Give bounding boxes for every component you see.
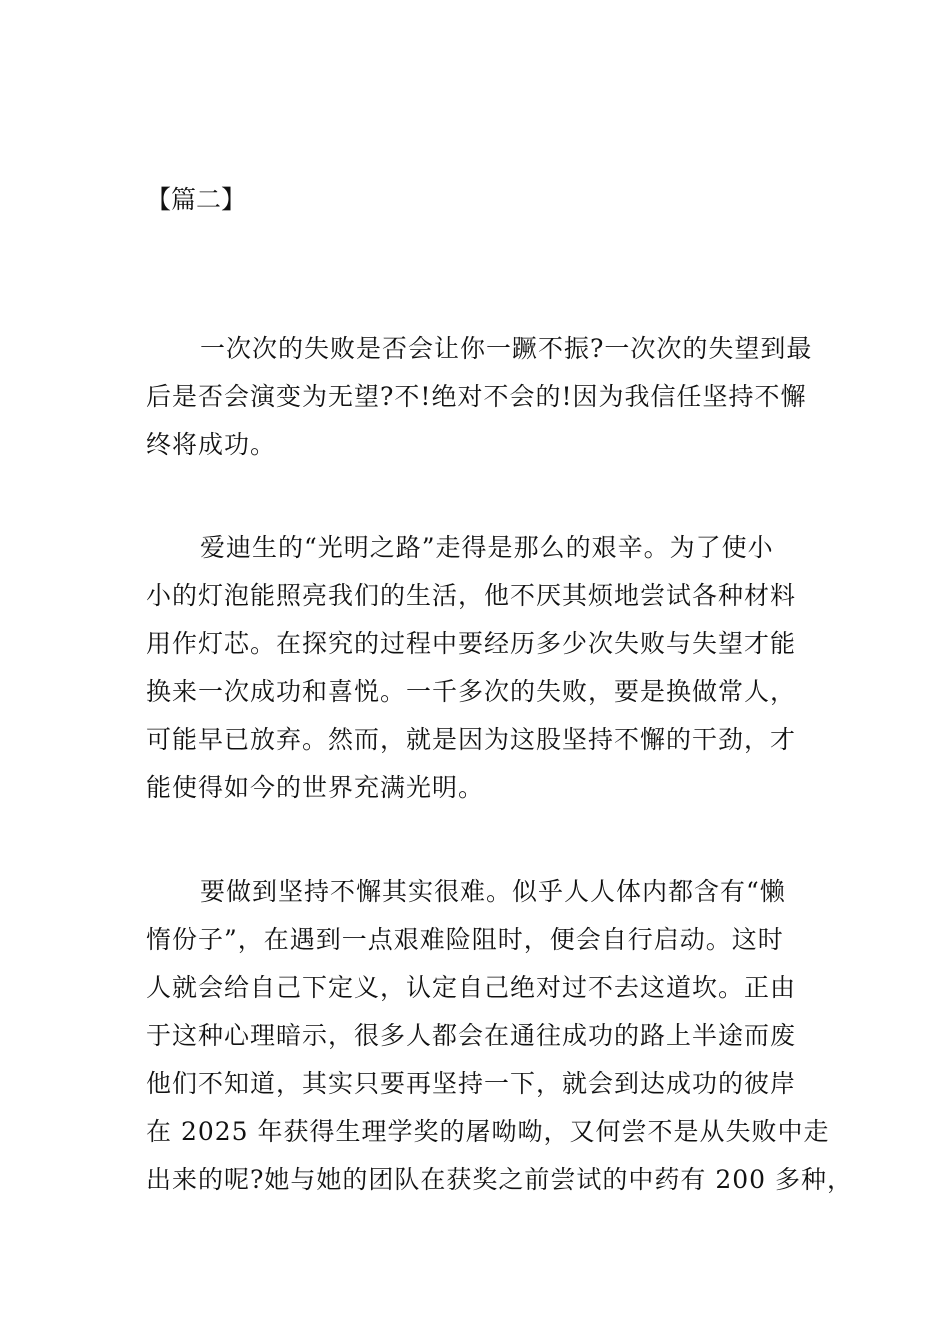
paragraph-line: 在 2025 年获得生理学奖的屠呦呦，又何尝不是从失败中走 <box>146 1117 830 1146</box>
paragraph-line: 要做到坚持不懈其实很难。似乎人人体内都含有“懒 <box>200 877 786 906</box>
paragraph-line: 能使得如今的世界充满光明。 <box>146 773 485 802</box>
paragraph-2 <box>146 524 826 812</box>
paragraph-line: 一次次的失败是否会让你一蹶不振?一次次的失望到最 <box>200 334 813 363</box>
paragraph-line: 他们不知道，其实只要再坚持一下，就会到达成功的彼岸 <box>146 1069 797 1098</box>
paragraph-line: 爱迪生的“光明之路”走得是那么的艰辛。为了使小 <box>200 533 774 562</box>
paragraph-line: 出来的呢?她与她的团队在获奖之前尝试的中药有 200 多种， <box>146 1165 854 1194</box>
paragraph-line: 用作灯芯。在探究的过程中要经历多少次失败与失望才能 <box>146 629 797 658</box>
paragraph-line: 换来一次成功和喜悦。一千多次的失败，要是换做常人， <box>146 677 797 706</box>
paragraph-3 <box>146 868 854 1204</box>
paragraph-line: 后是否会演变为无望?不!绝对不会的!因为我信任坚持不懈 <box>146 382 807 411</box>
paragraph-line: 小的灯泡能照亮我们的生活，他不厌其烦地尝试各种材料 <box>146 581 797 610</box>
paragraph-line: 于这种心理暗示，很多人都会在通往成功的路上半途而废 <box>146 1021 797 1050</box>
paragraph-line: 可能早已放弃。然而，就是因为这股坚持不懈的干劲，才 <box>146 725 797 754</box>
paragraph-1 <box>146 325 826 469</box>
section-title: 【篇二】 <box>146 185 247 214</box>
paragraph-line: 人就会给自己下定义，认定自己绝对过不去这道坎。正由 <box>146 973 797 1002</box>
paragraph-line: 惰份子”，在遇到一点艰难险阻时，便会自行启动。这时 <box>146 925 784 954</box>
paragraph-line: 终将成功。 <box>146 430 277 459</box>
